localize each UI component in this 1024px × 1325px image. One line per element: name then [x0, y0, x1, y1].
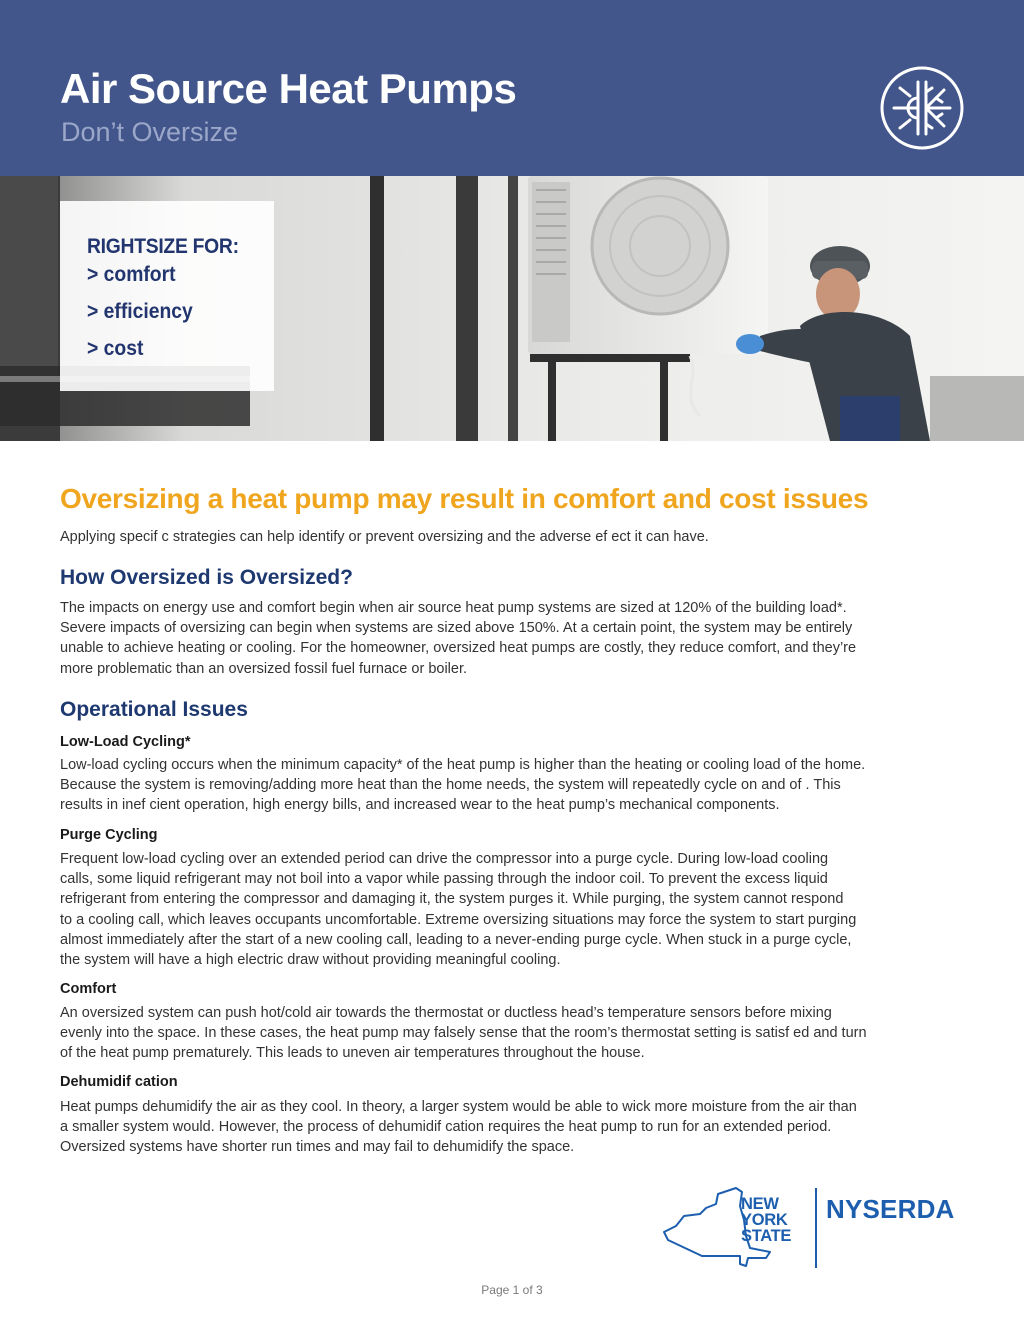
rightsize-callout	[60, 201, 274, 391]
subheading-comfort: Comfort	[60, 981, 117, 997]
text-line: Frequent low-load cycling over an extended period can drive the compressor into a purge cycle. During low-load cooling	[60, 851, 829, 867]
callout-item-cost: > cost	[87, 337, 144, 360]
logo-word: NEW	[741, 1195, 779, 1213]
callout-heading: RIGHTSIZE FOR:	[87, 235, 239, 258]
text-line: Low-load cycling occurs when the minimum capacity* of the heat pump is higher than the heating or cooling load of the home.	[60, 757, 866, 773]
header-banner	[0, 0, 1024, 176]
text-line: calls, some liquid refrigerant may not boil into a vapor while passing through the indoor coil. To prevent the excess liquid	[60, 871, 828, 888]
heat-cool-snowflake-sun-icon	[880, 66, 964, 150]
text-line: The impacts on energy use and comfort begin when air source heat pump systems are sized at 120% of the building load*.	[60, 600, 847, 616]
text-line: a smaller system would. However, the process of dehumidif cation requires the heat pump to run for an extended period.	[60, 1119, 832, 1136]
body-dehumidification	[60, 1097, 970, 1158]
text-line: results in inef cient operation, high energy bills, and increased wear to the heat pump’s mechanical components.	[60, 797, 780, 814]
text-line: evenly into the space. In these cases, the heat pump may falsely sense that the room’s thermostat setting is satisf ed and turn	[60, 1025, 867, 1042]
text-line: Oversized systems have shorter run times and may fail to dehumidify the space.	[60, 1139, 575, 1156]
page-title: Air Source Heat Pumps	[60, 65, 517, 112]
section-body-oversized	[60, 598, 970, 679]
text-line: more problematic than an oversized fossil fuel furnace or boiler.	[60, 660, 468, 677]
subheading-low-load-cycling: Low-Load Cycling*	[60, 734, 191, 750]
text-line: unable to achieve heating or cooling. For the homeowner, oversized heat pumps are costly, they reduce comfort, and they’re	[60, 640, 857, 657]
text-line: of the heat pump prematurely. This leads to uneven air temperatures throughout the house.	[60, 1045, 645, 1062]
text-line: Severe impacts of oversizing can begin when systems are sized above 150%. At a certain point, the system may be entirely	[60, 620, 853, 637]
text-line: Heat pumps dehumidify the air as they cool. In theory, a larger system would be able to wick more moisture from the air than	[60, 1099, 857, 1115]
new-york-state-logo	[741, 1196, 791, 1244]
body-comfort	[60, 1003, 970, 1064]
callout-item-comfort: > comfort	[87, 263, 176, 286]
page-number: Page 1 of 3	[481, 1283, 543, 1297]
main-headline: Oversizing a heat pump may result in comfort and cost issues	[60, 483, 869, 514]
section-heading-operational: Operational Issues	[60, 698, 248, 721]
callout-item-efficiency: > efficiency	[87, 300, 193, 323]
intro-text: Applying specif c strategies can help identify or prevent oversizing and the adverse ef ect it can have.	[60, 529, 709, 545]
subheading-dehumidification: Dehumidif cation	[60, 1074, 178, 1090]
body-low-load-cycling	[60, 755, 970, 816]
text-line: An oversized system can push hot/cold air towards the thermostat or ductless head’s temperature sensors before mixing	[60, 1005, 832, 1021]
section-heading-oversized: How Oversized is Oversized?	[60, 566, 353, 589]
body-purge-cycling	[60, 849, 970, 970]
text-line: to a cooling call, which leaves occupants uncomfortable. Extreme oversizing situations may force the system to start purging	[60, 911, 857, 928]
text-line: refrigerant from entering the compressor and damaging it, the system purges it. While purging, the system cannot respond	[60, 891, 844, 908]
nyserda-logo: NYSERDA	[826, 1194, 955, 1224]
text-line: the system will have a high electric draw without providing meaningful cooling.	[60, 952, 561, 969]
subheading-purge-cycling: Purge Cycling	[60, 827, 158, 843]
logo-word: YORK	[741, 1211, 788, 1229]
logo-word: STATE	[741, 1227, 792, 1245]
text-line: almost immediately after the start of a new cooling call, leading to a never-ending purge cycle. When stuck in a purge cycle,	[60, 931, 852, 948]
text-line: Because the system is removing/adding more heat than the home needs, the system will repeatedly cycle on and of . This	[60, 777, 841, 794]
page-subtitle: Don’t Oversize	[61, 117, 239, 147]
logo-divider	[815, 1188, 817, 1268]
